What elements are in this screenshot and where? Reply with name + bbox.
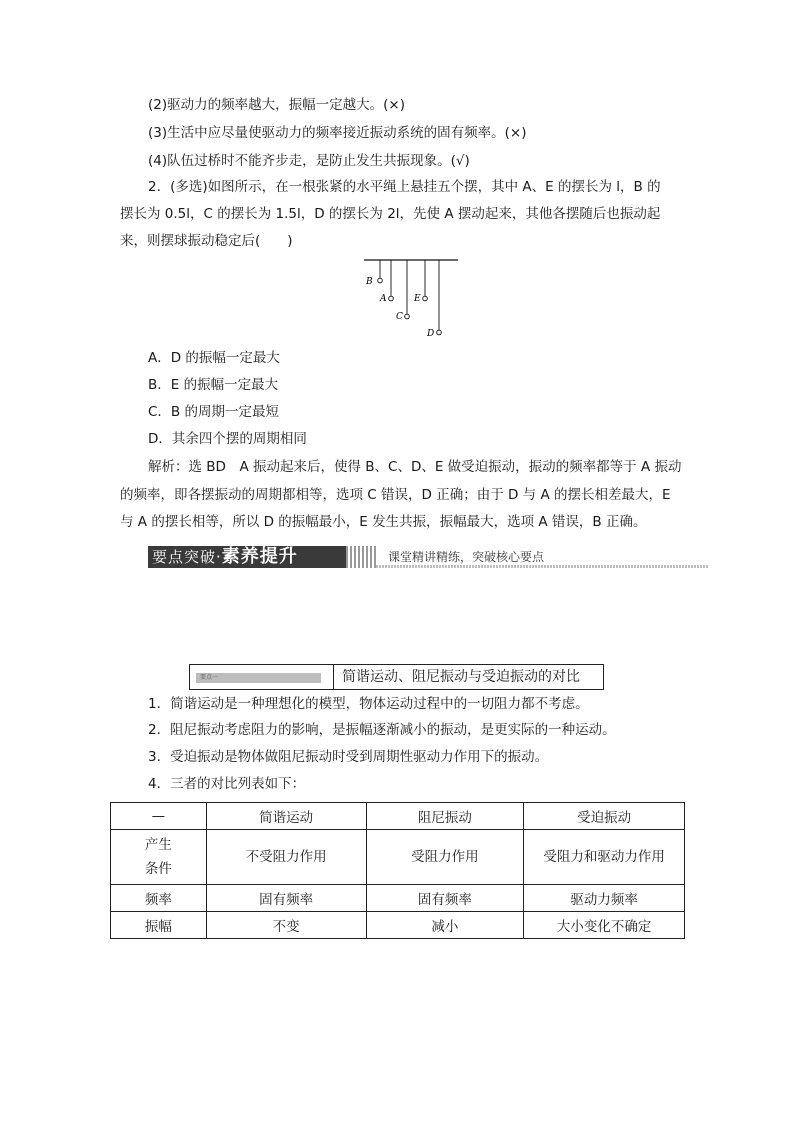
judgement-4: (4)队伍过桥时不能齐步走，是防止发生共振现象。(√) [148, 153, 470, 169]
topic-tag [196, 673, 321, 683]
table-row-label: 振幅 [111, 912, 207, 939]
table-row [111, 912, 685, 939]
table-header-cell: 受迫振动 [524, 803, 685, 830]
judgement-2: (2)驱动力的频率越大，振幅一定越大。(×) [148, 97, 405, 113]
judgement-3: (3)生活中应尽量使驱动力的频率接近振动系统的固有频率。(×) [148, 125, 527, 141]
point-1: 1．简谐运动是一种理想化的模型，物体运动过程中的一切阻力都不考虑。 [148, 696, 589, 712]
question-line-2: 摆长为 0.5l，C 的摆长为 1.5l，D 的摆长为 2l，先使 A 摆动起来，其他各摆随后也振动起 [120, 206, 661, 222]
table-cell: 减小 [366, 912, 524, 939]
table-header-cell: 简谐运动 [206, 803, 366, 830]
table-cell: 不受阻力作用 [206, 830, 366, 885]
topic-box [189, 664, 604, 690]
pendulum-label-b: B [366, 277, 373, 287]
question-line-3: 来，则摆球振动稳定后( ) [120, 233, 293, 249]
pendulum-bob-e [423, 296, 428, 301]
table-cell: 不变 [206, 912, 366, 939]
table-row-label [111, 830, 207, 885]
option-c: C．B 的周期一定最短 [148, 404, 279, 420]
banner-stripes [346, 546, 376, 568]
pendulum-label-e: E [414, 294, 421, 304]
table-header-cell: — [111, 803, 207, 830]
table-row [111, 885, 685, 912]
table-row-label: 频率 [111, 885, 207, 912]
analysis-line-1: 解析：选 BD A 振动起来后，使得 B、C、D、E 做受迫振动，振动的频率都等于 A 振动 [148, 459, 682, 475]
pendulum-label-d: D [427, 329, 435, 339]
topic-tag-label: 要点一 [200, 674, 219, 681]
table-cell: 受阻力作用 [366, 830, 524, 885]
point-2: 2．阻尼振动考虑阻力的影响，是振幅逐渐减小的振动，是更实际的一种运动。 [148, 722, 616, 738]
option-a: A．D 的振幅一定最大 [148, 350, 280, 366]
pendulum-figure [360, 256, 470, 342]
question-line-1: 2．(多选)如图所示，在一根张紧的水平绳上悬挂五个摆，其中 A、E 的摆长为 l，B 的 [148, 179, 661, 195]
row-label-line-1: 产生 [144, 837, 172, 853]
pendulum-label-c: C [396, 312, 403, 322]
table-row [111, 830, 685, 885]
pendulum-bob-c [405, 314, 410, 319]
option-b: B．E 的振幅一定最大 [148, 377, 279, 393]
table-cell: 固有频率 [366, 885, 524, 912]
point-3: 3．受迫振动是物体做阻尼振动时受到周期性驱动力作用下的振动。 [148, 749, 549, 765]
table-cell: 驱动力频率 [524, 885, 685, 912]
table-header-row [111, 803, 685, 830]
comparison-table [110, 802, 685, 939]
pendulum-label-a: A [380, 294, 387, 304]
banner-heading-big: 素养提升 [221, 546, 298, 567]
banner-rule [376, 565, 708, 568]
section-banner [148, 546, 708, 568]
pendulum-bob-a [389, 296, 394, 301]
option-d: D．其余四个摆的周期相同 [148, 431, 307, 447]
pendulum-bob-b [378, 278, 383, 283]
banner-heading [148, 546, 346, 568]
topic-divider [333, 665, 334, 689]
table-header-cell: 阻尼振动 [366, 803, 524, 830]
table-cell: 固有频率 [206, 885, 366, 912]
topic-title: 简谐运动、阻尼振动与受迫振动的对比 [342, 669, 580, 685]
analysis-line-3: 与 A 的摆长相等，所以 D 的振幅最小，E 发生共振，振幅最大，选项 A 错误，B 正确。 [120, 514, 647, 530]
analysis-line-2: 的频率，即各摆振动的周期都相等，选项 C 错误，D 正确；由于 D 与 A 的摆长相差最大，E [120, 487, 671, 503]
banner-heading-small: 要点突破· [152, 548, 222, 566]
pendulum-bob-d [437, 330, 442, 335]
table-cell: 受阻力和驱动力作用 [524, 830, 685, 885]
table-cell: 大小变化不确定 [524, 912, 685, 939]
row-label-line-2: 条件 [144, 861, 172, 877]
banner-subtitle: 课堂精讲精练，突破核心要点 [388, 550, 545, 564]
point-4: 4．三者的对比列表如下： [148, 776, 306, 792]
